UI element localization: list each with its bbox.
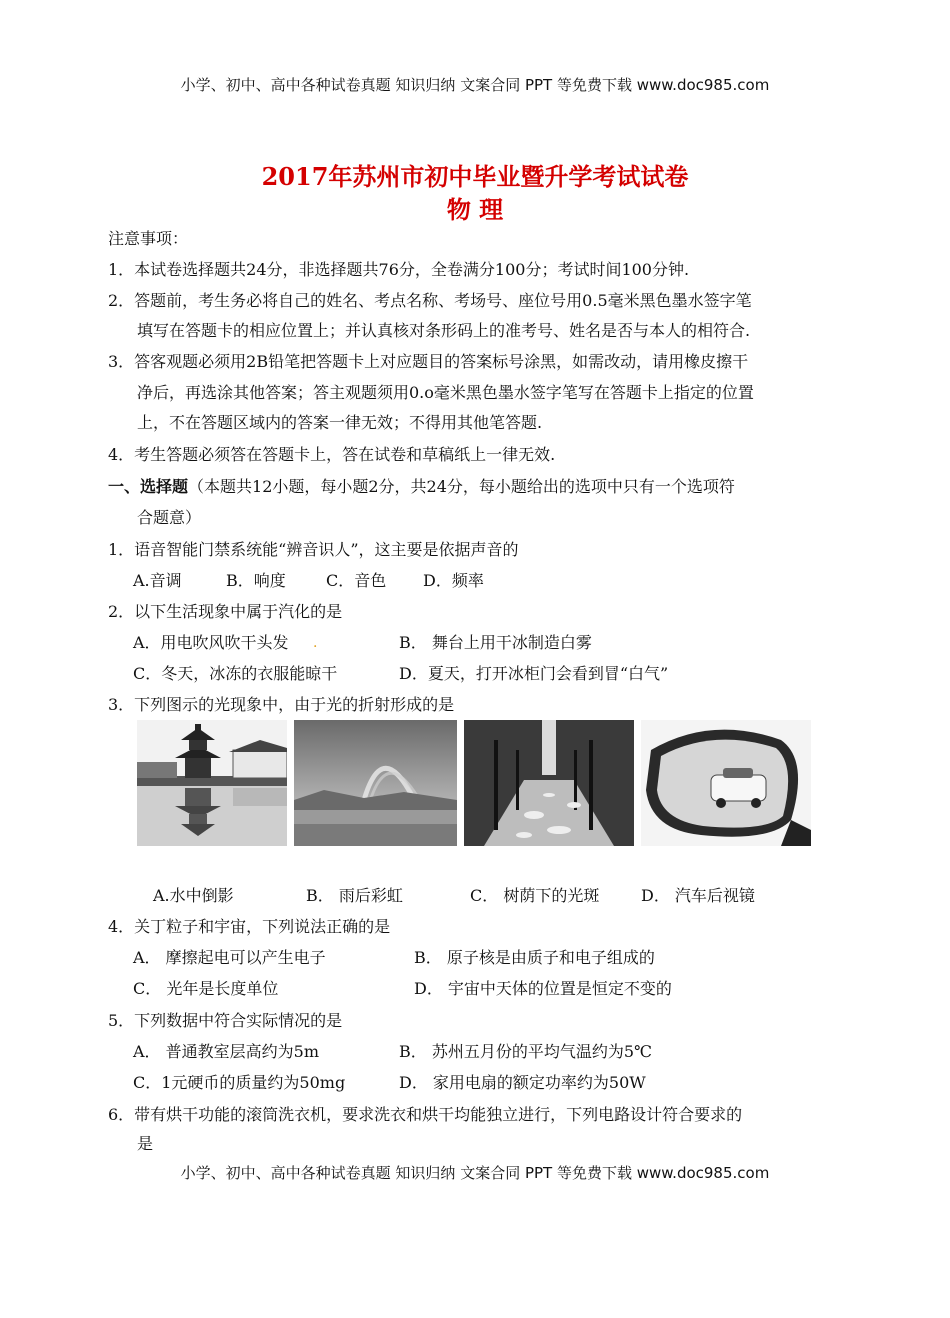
page-header: 小学、初中、高中各种试卷真题 知识归纳 文案合同 PPT 等免费下载 www.doc985.com [180,76,770,94]
q1-option-a: A.音调 [133,571,182,590]
q3-option-d: D． 汽车后视镜 [641,886,755,905]
stray-dot: · [313,639,318,655]
q3-option-a: A.水中倒影 [153,886,234,905]
tree-shade-light-spots-image [464,720,634,846]
q5-stem: 5．下列数据中符合实际情况的是 [108,1011,343,1030]
q4-option-d: D． 宇宙中天体的位置是恒定不变的 [414,979,672,998]
q5-option-d: D． 家用电扇的额定功率约为50W [399,1073,646,1092]
section-1-desc: （本题共12小题，每小题2分，共24分，每小题给出的选项中只有一个选项符 [188,477,735,496]
q5-option-c: C．1元硬币的质量约为50mg [133,1073,346,1092]
pagoda-reflection-image [137,720,287,846]
note-1: 1．本试卷选择题共24分，非选择题共76分，全卷满分100分；考试时间100分钟. [108,260,690,279]
section-1-heading [108,476,735,498]
q3-option-c: C． 树荫下的光斑 [470,886,600,905]
q2-stem: 2．以下生活现象中属于汽化的是 [108,602,343,621]
note-3-line-1: 3．答客观题必须用2B铅笔把答题卡上对应题目的答案标号涂黑，如需改动，请用橡皮擦干 [108,352,749,371]
note-2-line-1: 2．答题前，考生务必将自己的姓名、考点名称、考场号、座位号用0.5毫米黑色墨水签字笔 [108,291,752,310]
q1-option-c: C．音色 [326,571,387,590]
note-4: 4．考生答题必须答在答题卡上，答在试卷和草稿纸上一律无效. [108,445,556,464]
q1-stem: 1．语音智能门禁系统能“辨音识人”，这主要是依据声音的 [108,540,519,559]
note-3-line-3: 上，不在答题区域内的答案一律无效；不得用其他笔答题. [137,413,543,432]
q6-stem-line-2: 是 [137,1134,154,1153]
q6-stem-line-1: 6．带有烘干功能的滚筒洗衣机，要求洗衣和烘干均能独立进行，下列电路设计符合要求的 [108,1105,743,1124]
q2-option-b: B． 舞台上用干冰制造白雾 [399,633,592,652]
q5-option-a: A． 普通教室层高约为5m [133,1042,319,1061]
q5-option-b: B． 苏州五月份的平均气温约为5℃ [399,1042,652,1061]
q3-stem: 3．下列图示的光现象中，由于光的折射形成的是 [108,695,455,714]
q2-option-d: D．夏天，打开冰柜门会看到冒“白气” [399,664,669,683]
q4-option-b: B． 原子核是由质子和电子组成的 [414,948,655,967]
q3-option-b: B． 雨后彩虹 [306,886,403,905]
section-1-desc-cont: 合题意） [137,508,202,527]
section-1-label: 一、选择题 [108,477,189,496]
rainbow-image [294,720,457,846]
car-rearview-mirror-image [641,720,811,846]
q2-option-a: A．用电吹风吹干头发 [133,633,289,652]
q2-option-c: C．冬天，冰冻的衣服能晾干 [133,664,338,683]
q4-stem: 4．关丁粒子和宇宙，下列说法正确的是 [108,917,391,936]
q1-option-b: B．响度 [226,571,286,590]
q1-option-d: D．频率 [423,571,484,590]
page-footer: 小学、初中、高中各种试卷真题 知识归纳 文案合同 PPT 等免费下载 www.doc985.com [180,1164,770,1182]
q4-option-c: C． 光年是长度单位 [133,979,279,998]
subject-title: 物 理 [446,195,504,224]
exam-title: 2017年苏州市初中毕业暨升学考试试卷 [261,162,689,191]
notes-heading: 注意事项： [108,229,189,248]
q4-option-a: A． 摩擦起电可以产生电子 [133,948,326,967]
note-2-line-2: 填写在答题卡的相应位置上；并认真核对条形码上的准考号、姓名是否与本人的相符合. [137,321,751,340]
note-3-line-2: 净后，再选涂其他答案；答主观题须用0.o毫米黑色墨水签字笔写在答题卡上指定的位置 [137,383,754,402]
